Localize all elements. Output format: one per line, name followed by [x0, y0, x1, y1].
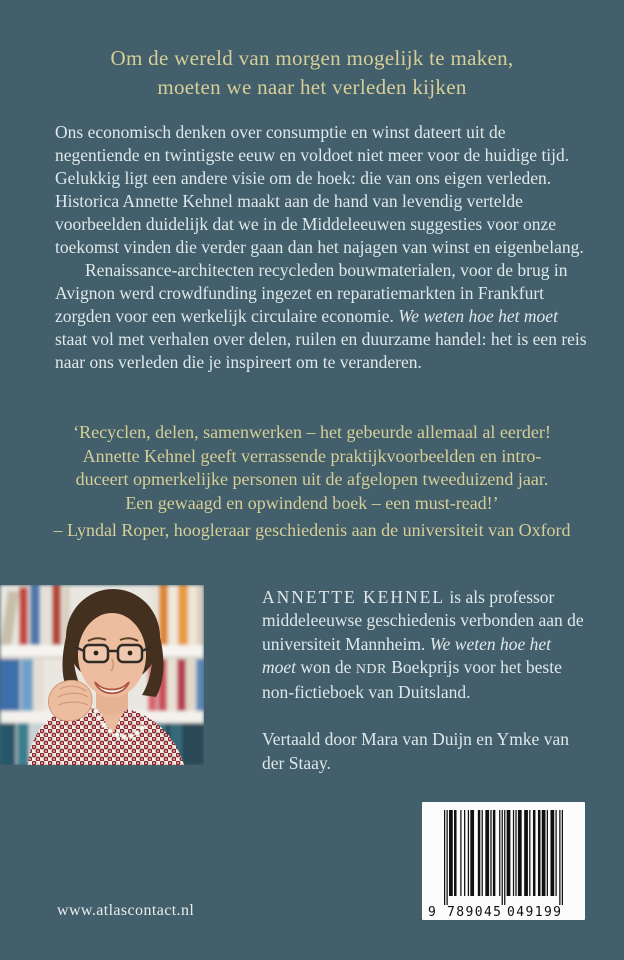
bio-text-1: is als professor middeleeuwse geschiedenis verbonden aan de universiteit Mannheim. [262, 587, 584, 654]
quote-line-2: Annette Kehnel geeft verrassende praktijkvoorbeelden en intro- [82, 445, 542, 466]
synopsis-paragraph-2 [55, 259, 590, 374]
tagline-line-1: Om de wereld van morgen mogelijk te maken, [110, 46, 514, 70]
barcode-prefix-digit: 9 [428, 905, 436, 920]
translation-credit: Vertaald door Mara van Duijn en Ymke van der Staay. [262, 729, 569, 773]
quote-line-3: duceert opmerkelijke personen uit de afgelopen tweeduizend jaar. [75, 469, 549, 489]
review-quote [0, 421, 624, 543]
barcode-svg [422, 802, 585, 920]
book-title-italic: We weten hoe het moet [398, 306, 558, 326]
synopsis-paragraph-1: Ons economisch denken over consumptie en winst dateert uit de negentiende en twintigste eeuw en voldoet niet meer voor de huidige tijd. Gelukkig ligt een andere visie om de hoek: die van ons eigen verleden. Historica Annette Kehnel maakt aan de hand van levendig vertelde voorbeelden duidelijk dat we in de Middeleeuwen suggesties voor onze toekomst vinden die verder gaan dan het najagen van winst en eigenbelang. [55, 122, 584, 257]
synopsis-paragraph-2-tail: staat vol met verhalen over delen, ruilen en duurzame handel: het is een reis naar ons verleden die je inspireert om te veranderen. [55, 329, 587, 372]
ndr-prize-label: NDR [355, 661, 387, 677]
barcode [422, 802, 585, 920]
bio-text-3: Boekprijs voor het beste non-fictieboek van Duitsland. [262, 656, 562, 703]
barcode-group-1: 789045 [447, 905, 501, 920]
author-bio [262, 586, 586, 775]
book-title-italic: We weten hoe het moet [262, 633, 552, 677]
author-photo [0, 585, 204, 765]
quote-line-4: Een gewaagd en opwindend boek – een must-read!’ [125, 492, 499, 513]
bio-paragraph [262, 586, 586, 704]
author-name: ANNETTE KEHNEL [262, 587, 446, 607]
barcode-bars [444, 810, 563, 905]
tagline [0, 44, 624, 102]
synopsis-paragraph-2-text: Renaissance-architecten recycleden bouwmaterialen, voor de brug in Avignon werd crowdfunding ingezet en reparatiemarkten in Frankfurt zorgden voor een werkelijk circulaire economie. [55, 260, 568, 326]
tagline-line-2: moeten we naar het verleden kijken [157, 75, 467, 99]
quote-line-1: ‘Recyclen, delen, samenwerken – het gebeurde allemaal al eerder! [73, 422, 551, 442]
bio-text-2: won de [296, 656, 356, 677]
synopsis [55, 121, 590, 374]
publisher-website: www.atlascontact.nl [57, 902, 195, 919]
quote-attribution: – Lyndal Roper, hoogleraar geschiedenis aan de universiteit van Oxford [53, 520, 571, 540]
barcode-group-2: 049199 [507, 905, 561, 920]
